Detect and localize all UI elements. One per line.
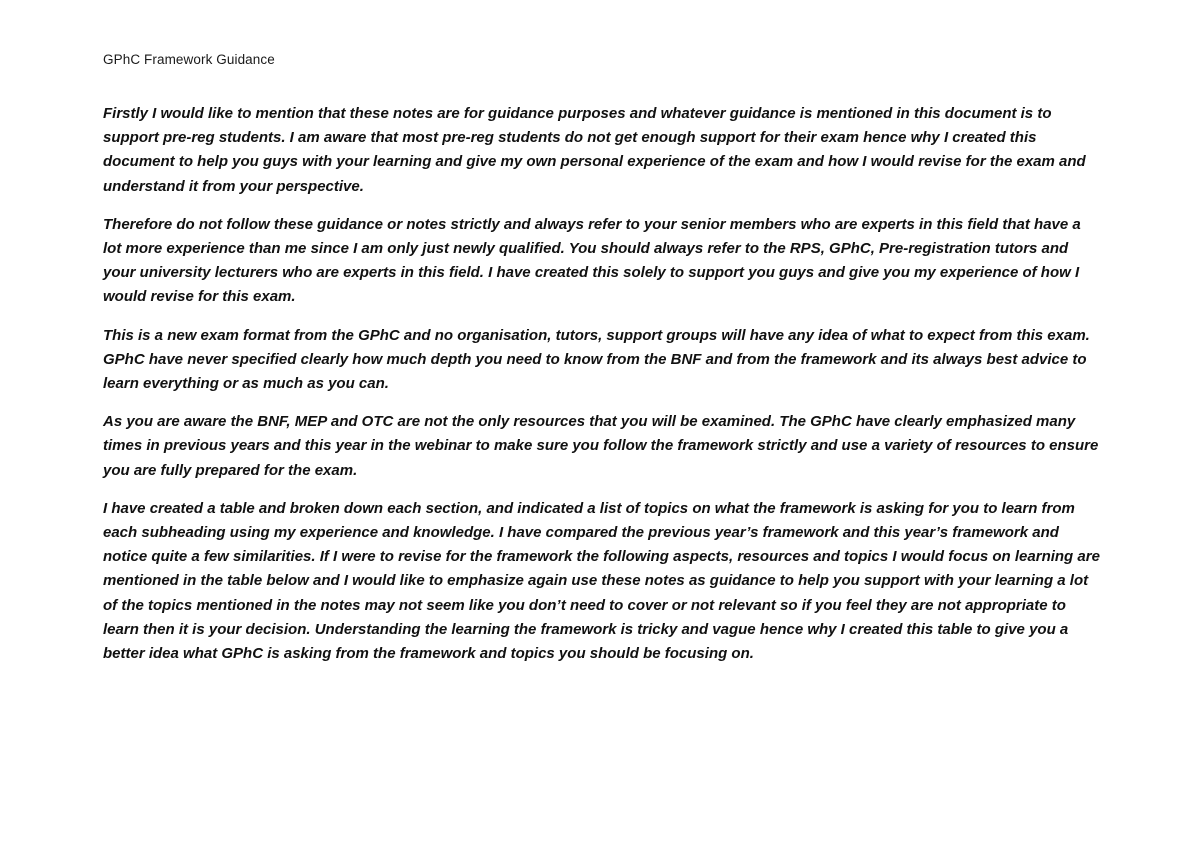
paragraph-disclaimer: Therefore do not follow these guidance or notes strictly and always refer to your senior members who are experts in this field that have a lot more experience than me since I am only just newly qualified. You should always refer to the RPS, GPhC, Pre-registration tutors and your university lecturers who are experts in this field. I have created this solely to support you guys and give you my experience of how I would revise for this exam. xyxy=(103,215,1081,306)
paragraph-intro: Firstly I would like to mention that these notes are for guidance purposes and whatever guidance is mentioned in this document is to support pre-reg students. I am aware that most pre-reg students do not get enough support for their exam hence why I created this document to help you guys with your learning and give my own personal experience of the exam and how I would revise for the exam and understand it from your perspective. xyxy=(103,105,1086,195)
paragraph-exam-format: This is a new exam format from the GPhC and no organisation, tutors, support groups will have any idea of what to expect from this exam. GPhC have never specified clearly how much depth you need to know from the BNF and from the framework and its always best advice to learn everything or as much as you can. xyxy=(103,326,1090,393)
document-body xyxy=(103,102,1103,680)
page-header: GPhC Framework Guidance xyxy=(103,52,275,67)
paragraph-table-overview: I have created a table and broken down each section, and indicated a list of topics on what the framework is asking for you to learn from each subheading using my experience and knowledge. I have compared the previous year’s framework and this year’s framework and notice quite a few similarities. If I were to revise for the framework the following aspects, resources and topics I would focus on learning are mentioned in the table below and I would like to emphasize again use these notes as guidance to help you support with your learning a lot of the topics mentioned in the notes may not seem like you don’t need to cover or not relevant so if you feel they are not appropriate to learn then it is your decision. Understanding the learning the framework is tricky and vague hence why I created this table to give you a better idea what GPhC is asking from the framework and topics you should be focusing on. xyxy=(103,499,1100,663)
paragraph-resources: As you are aware the BNF, MEP and OTC are not the only resources that you will be examined. The GPhC have clearly emphasized many times in previous years and this year in the webinar to make sure you follow the framework strictly and use a variety of resources to ensure you are fully prepared for the exam. xyxy=(103,413,1099,479)
